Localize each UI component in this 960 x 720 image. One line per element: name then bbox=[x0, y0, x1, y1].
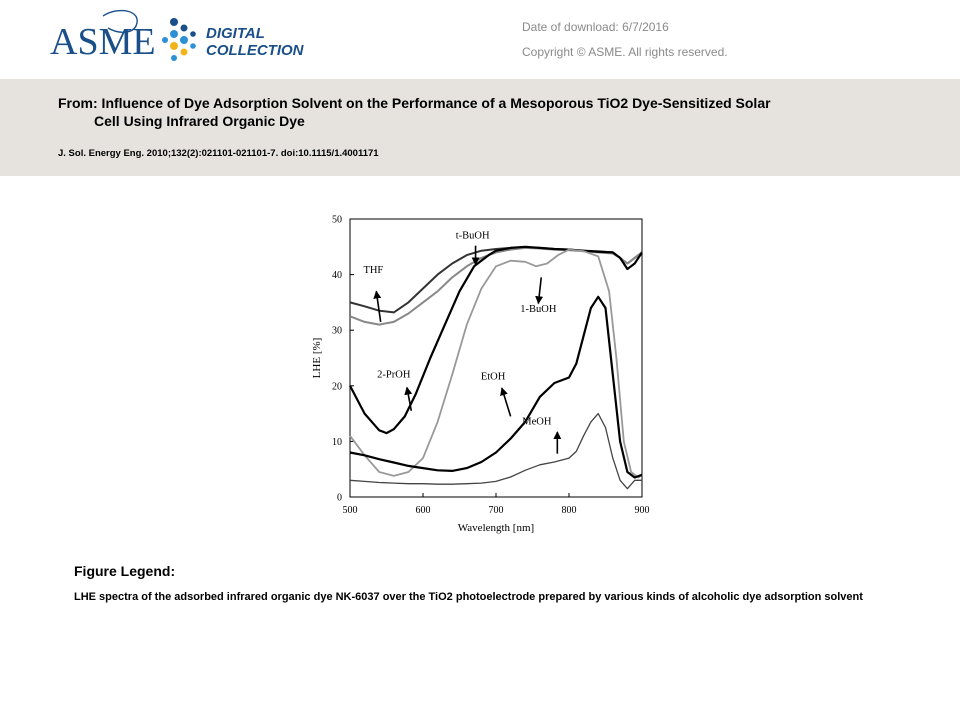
copyright-notice: Copyright © ASME. All rights reserved. bbox=[522, 45, 728, 59]
article-title-line1: From: Influence of Dye Adsorption Solvent on the Performance of a Mesoporous TiO2 Dye-Sensitized Solar bbox=[58, 95, 771, 111]
series-label-1-buoh: 1-BuOH bbox=[520, 303, 557, 315]
y-tick-label: 30 bbox=[332, 325, 342, 337]
x-tick-label: 500 bbox=[342, 505, 358, 516]
logo-digital-text: DIGITAL bbox=[206, 25, 265, 42]
article-info-band bbox=[0, 79, 960, 176]
series-arrow-thf bbox=[376, 291, 380, 322]
logo-collection-text: COLLECTION bbox=[206, 42, 304, 59]
y-tick-label: 0 bbox=[337, 492, 342, 504]
x-tick-label: 600 bbox=[415, 505, 431, 516]
series-label-t-buoh: t-BuOH bbox=[455, 230, 490, 242]
y-tick-label: 20 bbox=[332, 381, 342, 393]
lhe-spectra-figure bbox=[300, 207, 670, 547]
series-line-etoh bbox=[350, 297, 642, 478]
lhe-chart bbox=[300, 207, 670, 547]
series-label-thf: THF bbox=[363, 264, 384, 276]
x-tick-label: 700 bbox=[488, 505, 504, 516]
article-title bbox=[58, 94, 908, 130]
x-tick-label: 900 bbox=[634, 505, 650, 516]
figure-legend-title: Figure Legend: bbox=[74, 563, 176, 579]
series-line-1-buoh bbox=[350, 250, 642, 478]
logo-asme-text: ASME bbox=[50, 21, 156, 63]
series-arrow-etoh bbox=[502, 388, 511, 416]
y-axis-label: LHE [%] bbox=[311, 337, 323, 379]
article-title-line2: Cell Using Infrared Organic Dye bbox=[94, 113, 305, 129]
x-axis-label: Wavelength [nm] bbox=[457, 522, 535, 534]
plot-frame bbox=[350, 219, 642, 497]
article-citation[interactable]: J. Sol. Energy Eng. 2010;132(2):021101-021101-7. doi:10.1115/1.4001171 bbox=[58, 148, 379, 159]
y-tick-label: 10 bbox=[332, 436, 342, 448]
asme-digital-collection-logo[interactable] bbox=[48, 8, 328, 68]
y-tick-label: 50 bbox=[332, 214, 342, 226]
figure-legend-text: LHE spectra of the adsorbed infrared organic dye NK-6037 over the TiO2 photoelectrode prepared by various kinds of alcoholic dye adsorption solvent bbox=[74, 591, 863, 603]
series-line-2-proh bbox=[350, 247, 642, 433]
download-date: Date of download: 6/7/2016 bbox=[522, 20, 669, 34]
series-arrow-1-buoh bbox=[538, 277, 541, 303]
y-tick-label: 40 bbox=[332, 270, 342, 282]
logo-dots-icon bbox=[162, 18, 196, 61]
series-label-etoh: EtOH bbox=[480, 371, 506, 383]
series-label-meoh: MeOH bbox=[522, 416, 552, 428]
series-label-2-proh: 2-PrOH bbox=[377, 369, 411, 381]
x-tick-label: 800 bbox=[561, 505, 577, 516]
